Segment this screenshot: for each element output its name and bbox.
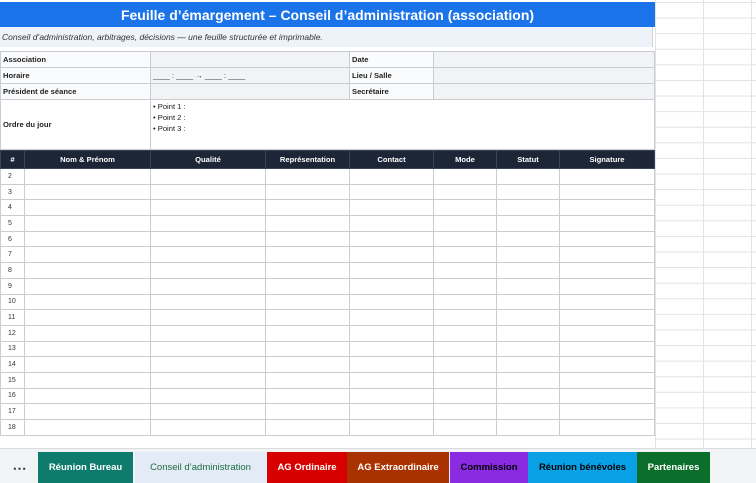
qualite-cell[interactable] — [151, 200, 266, 216]
row-number: 13 — [1, 341, 25, 357]
qualite-cell[interactable] — [151, 278, 266, 294]
horaire-label: Horaire — [1, 68, 151, 84]
empty-grid-cells[interactable] — [655, 0, 756, 448]
representation-cell[interactable] — [266, 263, 350, 279]
contact-cell[interactable] — [350, 310, 434, 326]
sheet-tab[interactable]: Conseil d’administration — [135, 452, 266, 483]
row-number: 3 — [1, 184, 25, 200]
mode-cell[interactable] — [434, 325, 497, 341]
column-header-representation[interactable]: Représentation — [266, 151, 350, 169]
contact-cell[interactable] — [350, 216, 434, 232]
nom-cell[interactable] — [25, 310, 151, 326]
signature-cell[interactable] — [560, 294, 655, 310]
signature-cell[interactable] — [560, 169, 655, 185]
table-row — [1, 294, 655, 310]
association-label: Association — [1, 52, 151, 68]
contact-cell[interactable] — [350, 278, 434, 294]
contact-cell[interactable] — [350, 372, 434, 388]
sheet-tab-bar — [0, 448, 756, 483]
table-row — [1, 404, 655, 420]
row-number: 14 — [1, 357, 25, 373]
row-number: 17 — [1, 404, 25, 420]
lieu-field[interactable] — [434, 68, 655, 84]
representation-cell[interactable] — [266, 200, 350, 216]
row-number: 11 — [1, 310, 25, 326]
mode-cell[interactable] — [434, 294, 497, 310]
ordre-du-jour-field[interactable] — [151, 100, 655, 150]
secretaire-label: Secrétaire — [350, 84, 434, 100]
association-field[interactable] — [151, 52, 350, 68]
signature-cell[interactable] — [560, 310, 655, 326]
mode-cell[interactable] — [434, 372, 497, 388]
qualite-cell[interactable] — [151, 310, 266, 326]
secretaire-field[interactable] — [434, 84, 655, 100]
row-number: 2 — [1, 169, 25, 185]
agenda-point: • Point 3 : — [153, 124, 186, 133]
signature-cell[interactable] — [560, 200, 655, 216]
mode-cell[interactable] — [434, 263, 497, 279]
ordre-du-jour-label: Ordre du jour — [1, 100, 151, 150]
qualite-cell[interactable] — [151, 263, 266, 279]
table-row — [1, 231, 655, 247]
date-field[interactable] — [434, 52, 655, 68]
statut-cell[interactable] — [497, 278, 560, 294]
mode-cell[interactable] — [434, 247, 497, 263]
contact-cell[interactable] — [350, 231, 434, 247]
qualite-cell[interactable] — [151, 294, 266, 310]
row-number: 18 — [1, 420, 25, 436]
representation-cell[interactable] — [266, 420, 350, 436]
signature-cell[interactable] — [560, 184, 655, 200]
column-header-mode[interactable]: Mode — [434, 151, 497, 169]
representation-cell[interactable] — [266, 341, 350, 357]
table-row — [1, 310, 655, 326]
contact-cell[interactable] — [350, 294, 434, 310]
agenda-point: • Point 1 : — [153, 102, 186, 111]
qualite-cell[interactable] — [151, 231, 266, 247]
contact-cell[interactable] — [350, 420, 434, 436]
mode-cell[interactable] — [434, 357, 497, 373]
signature-cell[interactable] — [560, 388, 655, 404]
more-tabs-button[interactable]: ⋯ — [12, 459, 28, 476]
row-number: 12 — [1, 325, 25, 341]
row-number: 7 — [1, 247, 25, 263]
statut-cell[interactable] — [497, 420, 560, 436]
qualite-cell[interactable] — [151, 357, 266, 373]
sheet-tab[interactable]: AG Extraordinaire — [347, 452, 449, 483]
sheet-tab[interactable]: AG Ordinaire — [267, 452, 347, 483]
qualite-cell[interactable] — [151, 216, 266, 232]
representation-cell[interactable] — [266, 372, 350, 388]
statut-cell[interactable] — [497, 169, 560, 185]
row-number: 8 — [1, 263, 25, 279]
nom-cell[interactable] — [25, 216, 151, 232]
qualite-cell[interactable] — [151, 404, 266, 420]
qualite-cell[interactable] — [151, 388, 266, 404]
statut-cell[interactable] — [497, 231, 560, 247]
contact-cell[interactable] — [350, 388, 434, 404]
table-row — [1, 341, 655, 357]
lieu-label: Lieu / Salle — [350, 68, 434, 84]
table-row — [1, 325, 655, 341]
signature-cell[interactable] — [560, 372, 655, 388]
nom-cell[interactable] — [25, 420, 151, 436]
nom-cell[interactable] — [25, 231, 151, 247]
sheet-tab[interactable]: Commission — [450, 452, 528, 483]
statut-cell[interactable] — [497, 341, 560, 357]
signature-cell[interactable] — [560, 231, 655, 247]
signature-cell[interactable] — [560, 357, 655, 373]
table-row — [1, 169, 655, 185]
statut-cell[interactable] — [497, 310, 560, 326]
sheet-tab[interactable]: Partenaires — [637, 452, 710, 483]
representation-cell[interactable] — [266, 388, 350, 404]
representation-cell[interactable] — [266, 357, 350, 373]
signature-cell[interactable] — [560, 247, 655, 263]
statut-cell[interactable] — [497, 184, 560, 200]
representation-cell[interactable] — [266, 278, 350, 294]
statut-cell[interactable] — [497, 200, 560, 216]
qualite-cell[interactable] — [151, 341, 266, 357]
sheet-tab[interactable]: Réunion Bureau — [38, 452, 133, 483]
table-row — [1, 420, 655, 436]
row-number: 4 — [1, 200, 25, 216]
qualite-cell[interactable] — [151, 372, 266, 388]
qualite-cell[interactable] — [151, 420, 266, 436]
table-row — [1, 200, 655, 216]
nom-cell[interactable] — [25, 278, 151, 294]
table-row — [1, 263, 655, 279]
signature-cell[interactable] — [560, 404, 655, 420]
signature-cell[interactable] — [560, 278, 655, 294]
statut-cell[interactable] — [497, 263, 560, 279]
column-header-number[interactable]: # — [1, 151, 25, 169]
nom-cell[interactable] — [25, 169, 151, 185]
sheet-title: Feuille d’émargement – Conseil d’administration (association) — [0, 2, 655, 27]
column-header-nom[interactable]: Nom & Prénom — [25, 151, 151, 169]
column-header-signature[interactable]: Signature — [560, 151, 655, 169]
signature-cell[interactable] — [560, 341, 655, 357]
row-number: 5 — [1, 216, 25, 232]
nom-cell[interactable] — [25, 341, 151, 357]
representation-cell[interactable] — [266, 231, 350, 247]
date-label: Date — [350, 52, 434, 68]
representation-cell[interactable] — [266, 310, 350, 326]
row-number: 9 — [1, 278, 25, 294]
meeting-info-table — [0, 51, 655, 150]
column-header-statut[interactable]: Statut — [497, 151, 560, 169]
president-field[interactable] — [151, 84, 350, 100]
qualite-cell[interactable] — [151, 184, 266, 200]
table-row — [1, 372, 655, 388]
nom-cell[interactable] — [25, 388, 151, 404]
table-row — [1, 357, 655, 373]
mode-cell[interactable] — [434, 216, 497, 232]
nom-cell[interactable] — [25, 200, 151, 216]
statut-cell[interactable] — [497, 247, 560, 263]
contact-cell[interactable] — [350, 263, 434, 279]
column-header-contact[interactable]: Contact — [350, 151, 434, 169]
mode-cell[interactable] — [434, 420, 497, 436]
nom-cell[interactable] — [25, 263, 151, 279]
nom-cell[interactable] — [25, 357, 151, 373]
contact-cell[interactable] — [350, 325, 434, 341]
signature-cell[interactable] — [560, 420, 655, 436]
mode-cell[interactable] — [434, 169, 497, 185]
agenda-point: • Point 2 : — [153, 113, 186, 122]
table-row — [1, 216, 655, 232]
mode-cell[interactable] — [434, 388, 497, 404]
representation-cell[interactable] — [266, 216, 350, 232]
nom-cell[interactable] — [25, 404, 151, 420]
contact-cell[interactable] — [350, 341, 434, 357]
nom-cell[interactable] — [25, 294, 151, 310]
signature-cell[interactable] — [560, 325, 655, 341]
mode-cell[interactable] — [434, 184, 497, 200]
row-number: 16 — [1, 388, 25, 404]
statut-cell[interactable] — [497, 404, 560, 420]
representation-cell[interactable] — [266, 184, 350, 200]
statut-cell[interactable] — [497, 294, 560, 310]
row-number: 10 — [1, 294, 25, 310]
sheet-tab[interactable]: Réunion bénévoles — [528, 452, 637, 483]
representation-cell[interactable] — [266, 169, 350, 185]
column-header-qualite[interactable]: Qualité — [151, 151, 266, 169]
representation-cell[interactable] — [266, 325, 350, 341]
representation-cell[interactable] — [266, 404, 350, 420]
mode-cell[interactable] — [434, 404, 497, 420]
statut-cell[interactable] — [497, 388, 560, 404]
statut-cell[interactable] — [497, 216, 560, 232]
row-number: 15 — [1, 372, 25, 388]
representation-cell[interactable] — [266, 294, 350, 310]
statut-cell[interactable] — [497, 372, 560, 388]
signature-cell[interactable] — [560, 216, 655, 232]
attendance-table — [0, 150, 655, 436]
contact-cell[interactable] — [350, 404, 434, 420]
mode-cell[interactable] — [434, 200, 497, 216]
contact-cell[interactable] — [350, 247, 434, 263]
contact-cell[interactable] — [350, 169, 434, 185]
signature-cell[interactable] — [560, 263, 655, 279]
mode-cell[interactable] — [434, 310, 497, 326]
statut-cell[interactable] — [497, 357, 560, 373]
table-row — [1, 278, 655, 294]
contact-cell[interactable] — [350, 200, 434, 216]
contact-cell[interactable] — [350, 184, 434, 200]
nom-cell[interactable] — [25, 247, 151, 263]
table-row — [1, 247, 655, 263]
contact-cell[interactable] — [350, 357, 434, 373]
mode-cell[interactable] — [434, 278, 497, 294]
table-row — [1, 184, 655, 200]
nom-cell[interactable] — [25, 325, 151, 341]
row-number: 6 — [1, 231, 25, 247]
horaire-field[interactable]: ____ : ____ → ____ : ____ — [151, 68, 350, 84]
qualite-cell[interactable] — [151, 325, 266, 341]
mode-cell[interactable] — [434, 231, 497, 247]
president-label: Président de séance — [1, 84, 151, 100]
representation-cell[interactable] — [266, 247, 350, 263]
table-row — [1, 388, 655, 404]
qualite-cell[interactable] — [151, 247, 266, 263]
qualite-cell[interactable] — [151, 169, 266, 185]
statut-cell[interactable] — [497, 325, 560, 341]
sheet-subtitle: Conseil d’administration, arbitrages, décisions — une feuille structurée et imprimable. — [0, 27, 653, 47]
mode-cell[interactable] — [434, 341, 497, 357]
nom-cell[interactable] — [25, 184, 151, 200]
nom-cell[interactable] — [25, 372, 151, 388]
